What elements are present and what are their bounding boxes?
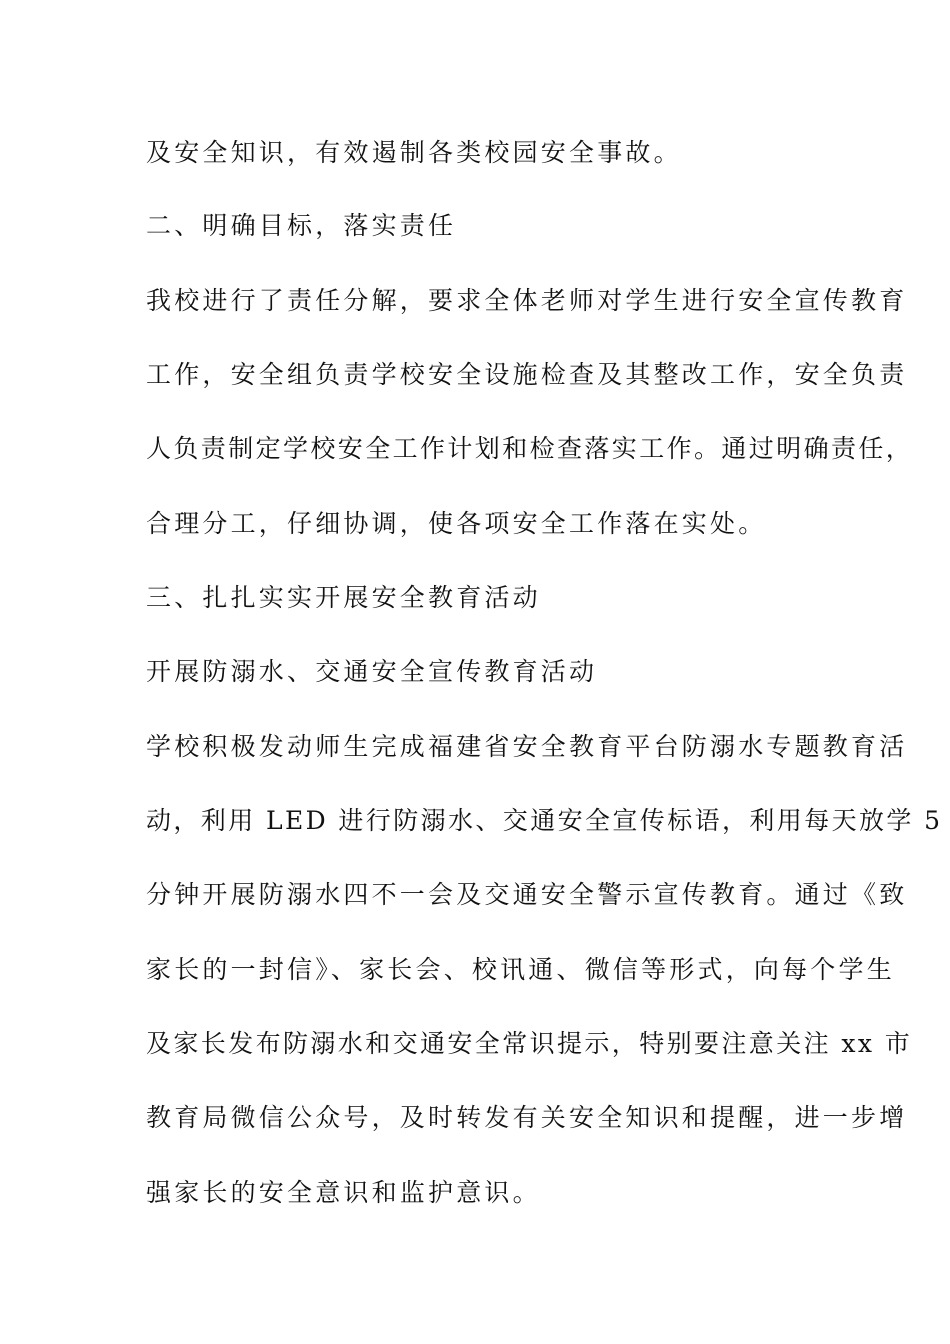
paragraph-line: 及家长发布防溺水和交通安全常识提示，特别要注意关注 xx 市: [146, 1029, 913, 1058]
paragraph-line: 工作，安全组负责学校安全设施检查及其整改工作，安全负责: [146, 360, 908, 389]
paragraph-line: 我校进行了责任分解，要求全体老师对学生进行安全宣传教育: [146, 286, 908, 315]
paragraph-line: 家长的一封信》、家长会、校讯通、微信等形式，向每个学生: [146, 955, 895, 984]
section-heading: 二、明确目标，落实责任: [146, 211, 457, 240]
paragraph-line: 动，利用 LED 进行防溺水、交通安全宣传标语，利用每天放学 5: [146, 806, 943, 835]
paragraph-line: 及安全知识，有效遏制各类校园安全事故。: [146, 138, 682, 167]
subsection-heading: 开展防溺水、交通安全宣传教育活动: [146, 657, 598, 686]
paragraph-line: 教育局微信公众号，及时转发有关安全知识和提醒，进一步增: [146, 1103, 908, 1132]
paragraph-line: 分钟开展防溺水四不一会及交通安全警示宣传教育。通过《致: [146, 880, 908, 909]
paragraph-line: 强家长的安全意识和监护意识。: [146, 1178, 541, 1207]
section-heading: 三、扎扎实实开展安全教育活动: [146, 583, 541, 612]
paragraph-line: 学校积极发动师生完成福建省安全教育平台防溺水专题教育活: [146, 732, 908, 761]
paragraph-line: 合理分工，仔细协调，使各项安全工作落在实处。: [146, 509, 767, 538]
paragraph-line: 人负责制定学校安全工作计划和检查落实工作。通过明确责任，: [146, 434, 914, 463]
